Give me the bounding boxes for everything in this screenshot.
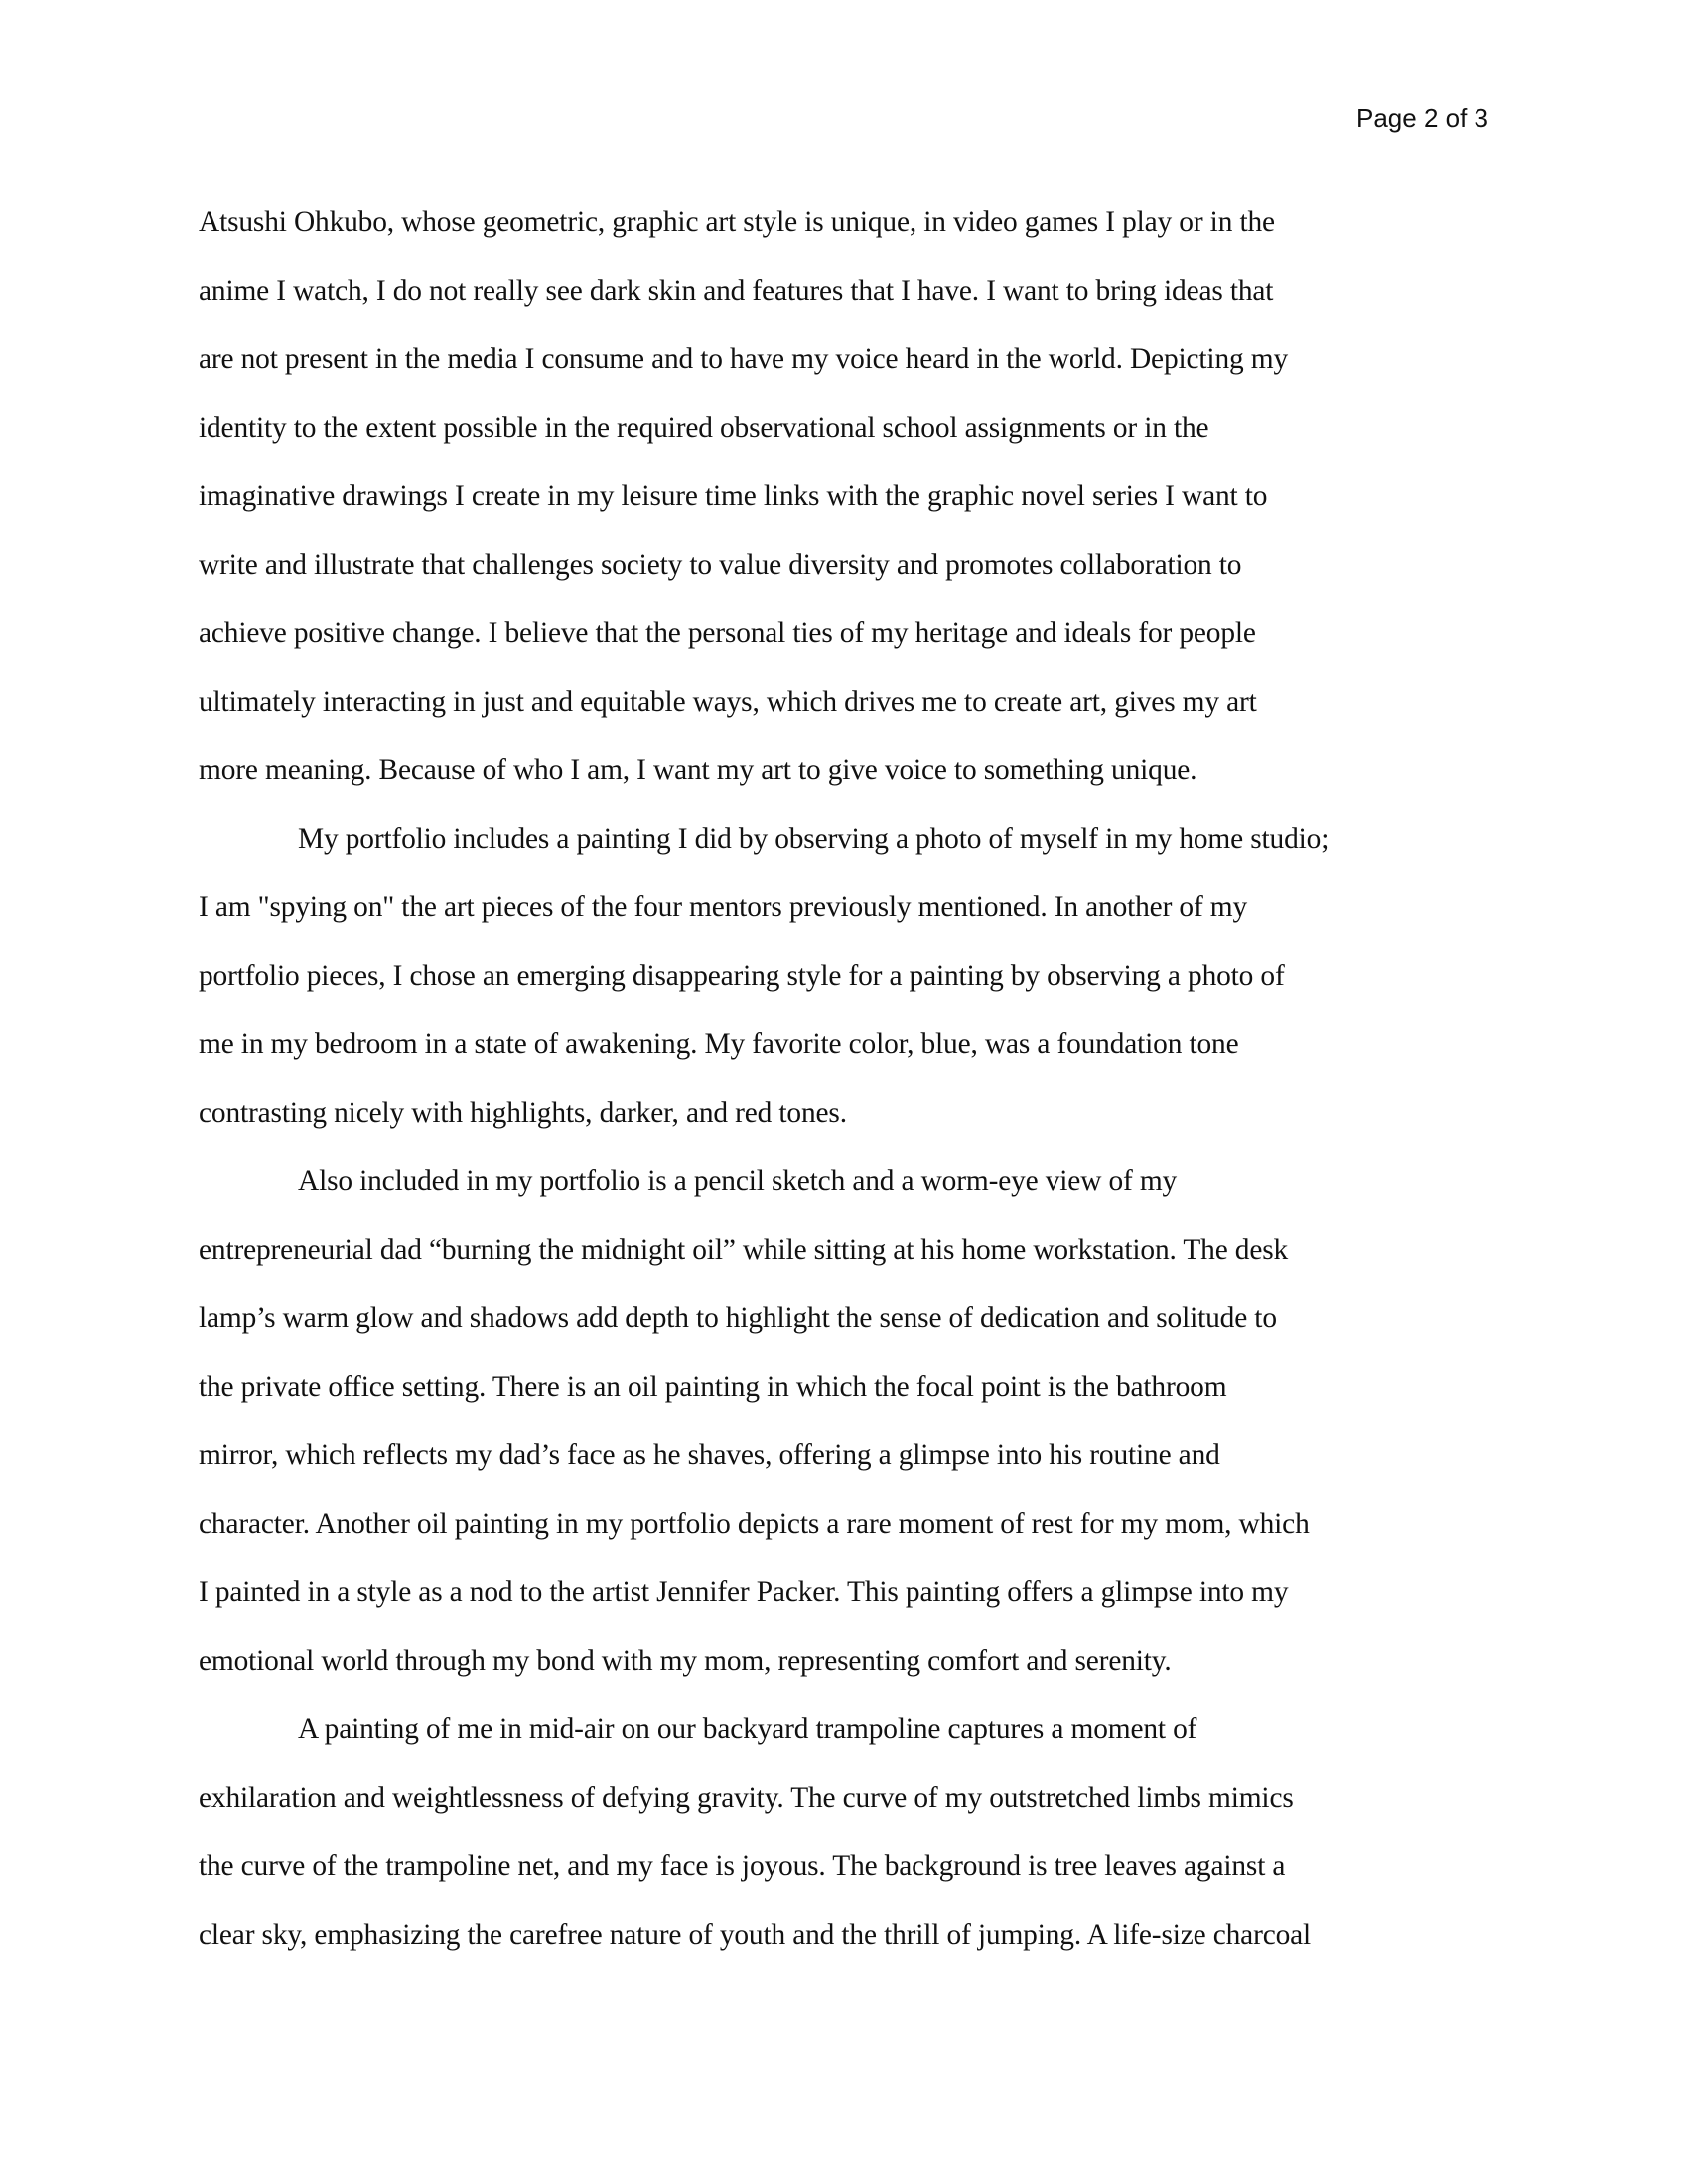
paragraph-first-line: Also included in my portfolio is a pencil sketch and a worm-eye view of my [298, 1165, 1178, 1197]
text-line: exhilaration and weightlessness of defying gravity. The curve of my outstretched limbs mimics [199, 1782, 1294, 1814]
text-line: I am "spying on" the art pieces of the four mentors previously mentioned. In another of my [199, 891, 1248, 923]
text-line: achieve positive change. I believe that the personal ties of my heritage and ideals for people [199, 617, 1256, 649]
text-line: anime I watch, I do not really see dark skin and features that I have. I want to bring ideas that [199, 275, 1274, 307]
text-line: contrasting nicely with highlights, darker, and red tones. [199, 1097, 847, 1129]
paragraph-first-line: A painting of me in mid-air on our backyard trampoline captures a moment of [298, 1713, 1197, 1745]
text-line: the private office setting. There is an oil painting in which the focal point is the bathroom [199, 1371, 1227, 1403]
text-line: imaginative drawings I create in my leisure time links with the graphic novel series I want to [199, 480, 1268, 512]
text-line: clear sky, emphasizing the carefree nature of youth and the thrill of jumping. A life-size charcoal [199, 1919, 1312, 1951]
text-line: emotional world through my bond with my mom, representing comfort and serenity. [199, 1645, 1172, 1677]
text-line: more meaning. Because of who I am, I want my art to give voice to something unique. [199, 754, 1197, 786]
text-line: I painted in a style as a nod to the artist Jennifer Packer. This painting offers a glimpse into my [199, 1576, 1289, 1608]
text-line: portfolio pieces, I chose an emerging disappearing style for a painting by observing a photo of [199, 960, 1285, 992]
page-number: Page 2 of 3 [1356, 103, 1488, 133]
essay-body [199, 189, 1489, 1970]
text-line: write and illustrate that challenges society to value diversity and promotes collaboration to [199, 549, 1242, 581]
text-line: entrepreneurial dad “burning the midnight oil” while sitting at his home workstation. The desk [199, 1234, 1289, 1266]
text-line: Atsushi Ohkubo, whose geometric, graphic art style is unique, in video games I play or in the [199, 206, 1275, 238]
text-line: lamp’s warm glow and shadows add depth to highlight the sense of dedication and solitude to [199, 1302, 1277, 1334]
text-line: ultimately interacting in just and equitable ways, which drives me to create art, gives my art [199, 686, 1257, 718]
text-line: mirror, which reflects my dad’s face as he shaves, offering a glimpse into his routine and [199, 1439, 1220, 1471]
text-line: are not present in the media I consume and to have my voice heard in the world. Depicting my [199, 343, 1288, 375]
paragraph-first-line: My portfolio includes a painting I did by observing a photo of myself in my home studio; [298, 823, 1330, 855]
text-line: identity to the extent possible in the required observational school assignments or in the [199, 412, 1209, 444]
text-line: character. Another oil painting in my portfolio depicts a rare moment of rest for my mom, which [199, 1508, 1310, 1540]
text-line: the curve of the trampoline net, and my face is joyous. The background is tree leaves against a [199, 1850, 1286, 1882]
text-line: me in my bedroom in a state of awakening. My favorite color, blue, was a foundation tone [199, 1028, 1239, 1060]
